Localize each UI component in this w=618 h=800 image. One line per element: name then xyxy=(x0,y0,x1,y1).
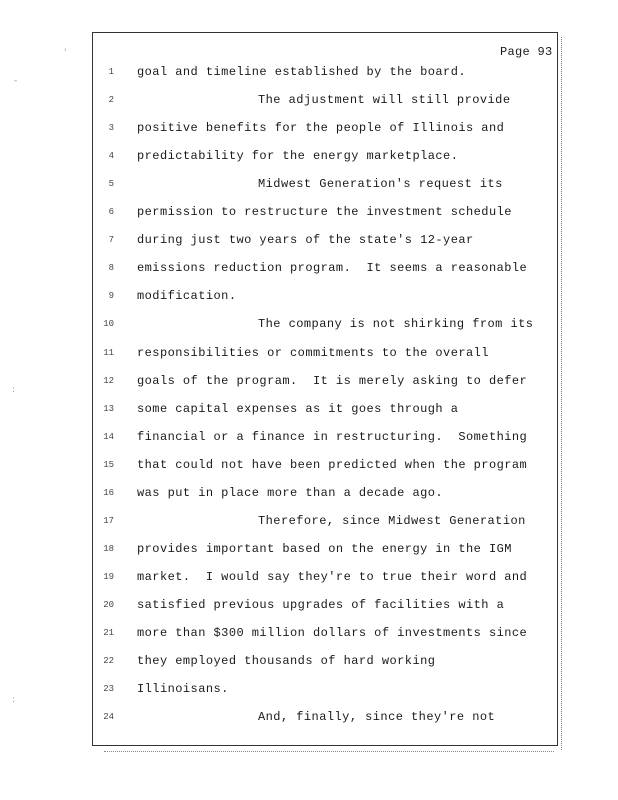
line-number: 13 xyxy=(103,403,114,414)
line-text: Therefore, since Midwest Generation xyxy=(258,513,526,528)
line-number: 1 xyxy=(108,67,114,77)
line-number: 17 xyxy=(103,515,114,526)
line-text: responsibilities or commitments to the overall xyxy=(137,345,489,360)
line-text: that could not have been predicted when the program xyxy=(137,457,528,472)
transcript-line xyxy=(0,317,618,335)
transcript-line xyxy=(0,93,618,111)
line-number: 14 xyxy=(103,431,114,442)
line-number: 19 xyxy=(103,571,114,582)
transcript-line xyxy=(0,402,618,420)
line-number: 22 xyxy=(103,656,114,667)
line-text: during just two years of the state's 12-year xyxy=(137,233,474,248)
line-number: 20 xyxy=(103,599,114,610)
transcript-line xyxy=(0,65,618,83)
line-number: 12 xyxy=(103,375,114,386)
line-text: some capital expenses as it goes through a xyxy=(137,401,459,416)
transcript-line xyxy=(0,682,618,700)
transcript-line xyxy=(0,205,618,223)
transcript-line xyxy=(0,654,618,672)
line-number: 6 xyxy=(108,207,114,218)
transcript-line xyxy=(0,233,618,251)
line-text: permission to restructure the investment schedule xyxy=(137,205,512,220)
line-text: predictability for the energy marketplace. xyxy=(137,149,459,164)
transcript-line xyxy=(0,514,618,532)
line-number: 3 xyxy=(108,123,114,134)
transcript-line xyxy=(0,149,618,167)
line-text: The company is not shirking from its xyxy=(258,317,534,332)
line-text: provides important based on the energy in the IGM xyxy=(137,541,512,556)
line-text: more than $300 million dollars of investments since xyxy=(137,626,528,640)
line-number: 8 xyxy=(108,263,114,274)
transcript-line xyxy=(0,430,618,448)
line-number: 11 xyxy=(103,347,114,358)
line-text: goal and timeline established by the board. xyxy=(137,65,467,79)
transcript-line xyxy=(0,374,618,392)
line-number: 23 xyxy=(103,684,114,695)
transcript-line xyxy=(0,261,618,279)
line-text: financial or a finance in restructuring. Something xyxy=(137,429,528,444)
page-bottom-edge xyxy=(104,751,554,752)
transcript-line xyxy=(0,346,618,364)
transcript-line xyxy=(0,570,618,588)
line-number: 9 xyxy=(108,291,114,302)
line-text: Illinoisans. xyxy=(137,682,229,697)
line-number: 4 xyxy=(108,151,114,162)
line-number: 2 xyxy=(108,95,114,106)
scan-margin-mark: ' xyxy=(64,48,67,58)
transcript-line xyxy=(0,710,618,728)
line-number: 21 xyxy=(103,628,114,638)
line-text: market. I would say they're to true their word and xyxy=(137,569,528,584)
line-text: goals of the program. It is merely asking to defer xyxy=(137,373,528,388)
scan-margin-mark: - xyxy=(14,76,18,86)
line-number: 15 xyxy=(103,459,114,470)
line-text: they employed thousands of hard working xyxy=(137,654,436,669)
line-number: 7 xyxy=(108,235,114,246)
line-number: 16 xyxy=(103,487,114,498)
line-number: 24 xyxy=(103,712,114,723)
transcript-line xyxy=(0,598,618,616)
transcript-line xyxy=(0,626,618,644)
line-text: satisfied previous upgrades of facilities with a xyxy=(137,597,505,612)
line-text: modification. xyxy=(137,289,237,304)
transcript-line xyxy=(0,542,618,560)
scan-margin-mark: : xyxy=(12,695,16,705)
transcript-line xyxy=(0,121,618,139)
line-number: 18 xyxy=(103,543,114,554)
line-text: And, finally, since they're not xyxy=(258,710,496,725)
page-number: Page 93 xyxy=(500,45,553,59)
line-text: The adjustment will still provide xyxy=(258,93,511,108)
transcript-line xyxy=(0,458,618,476)
line-number: 10 xyxy=(103,319,114,330)
transcript-line xyxy=(0,289,618,307)
line-text: positive benefits for the people of Illinois and xyxy=(137,121,505,136)
line-text: was put in place more than a decade ago. xyxy=(137,485,444,500)
line-text: Midwest Generation's request its xyxy=(258,177,503,192)
line-text: emissions reduction program. It seems a reasonable xyxy=(137,261,528,276)
scan-margin-mark: : xyxy=(12,385,16,395)
line-number: 5 xyxy=(108,179,114,190)
transcript-line xyxy=(0,177,618,195)
transcript-line xyxy=(0,486,618,504)
